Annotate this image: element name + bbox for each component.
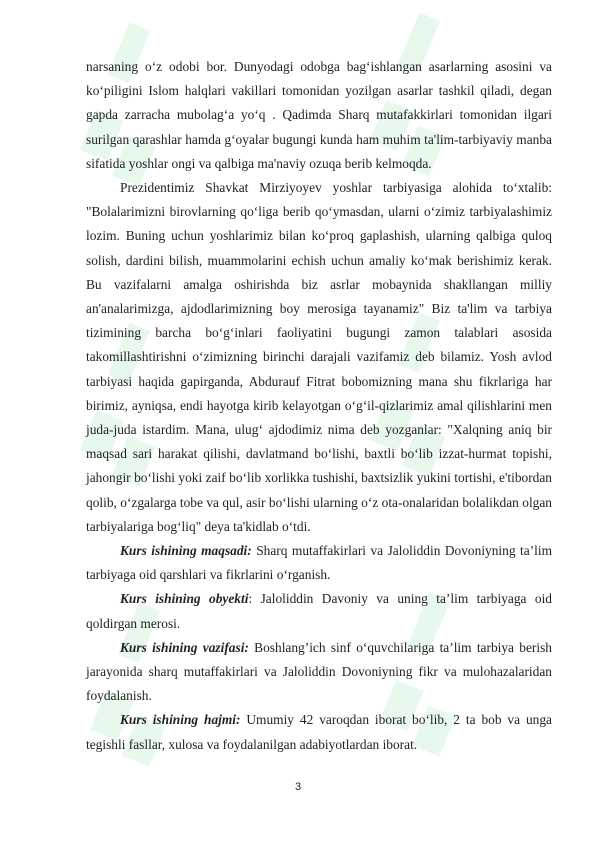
paragraph-course-volume — [86, 708, 552, 756]
document-body — [86, 55, 552, 757]
page-number: 3 — [294, 781, 302, 793]
paragraph-president-quote: Prezidentimiz Shavkat Mirziyoyev yoshlar tarbiyasiga alohida to‘xtalib: "Bolalarimizni birovlarning qo‘liga berib qo‘ymasdan, ularni o‘zimiz tarbiyalashimiz lozim. Buning uchun yoshlarimiz bilan ko‘proq gaplashish, ularning qalbiga quloq solish, dardini bilish, muammolarini echish uchun amaliy ko‘mak berishimiz kerak. Bu vazifalarni amalga oshirishda biz asrlar mobaynida shakllangan milliy an'analarimizga, ajdodlarimizning boy merosiga tayanamiz" Biz ta'lim va tarbiya tizimining barcha bo‘g‘inlari faoliyatini bugungi zamon talablari asosida takomillashtirishni o‘zimizning birinchi darajali vazifamiz deb bilamiz. Yosh avlod tarbiyasi haqida gapirganda, Abdurauf Fitrat bobomizning mana shu fikrlariga har birimiz, ayniqsa, endi hayotga kirib kelayotgan o‘g‘il-qizlarimiz amal qilishlarini men juda-juda istardim. Mana, ulug‘ ajdodimiz nima deb yozganlar: "Xalqning aniq bir maqsad sari harakat qilishi, davlatmand bo‘lishi, baxtli bo‘lib izzat-hurmat topishi, jahongir bo‘lishi yoki zaif bo‘lib xorlikka tushishi, baxtsizlik yukini tortishi, e'tibordan qolib, o‘zgalarga tobe va qul, asir bo‘lishi ularning o‘z ota-onalaridan bolalikdan olgan tarbiyalariga bog‘liq" deya ta'kidlab o‘tdi. — [86, 180, 552, 534]
course-goal-text: Sharq mutaffakirlari va Jaloliddin Dovoniyning ta’lim tarbiyaga oid qarshlari va fikrlarini o‘rganish. — [86, 543, 552, 583]
course-tasks-text: Boshlang’ich sinf o‘quvchilariga ta’lim tarbiya berish jarayonida sharq mutaffakirlari va Jaloliddin Dovoniyning fikr va mulohazalaridan foydalanish. — [86, 639, 552, 704]
course-volume-label: Kurs ishining hajmi: — [120, 712, 241, 728]
paragraph-course-tasks — [86, 636, 552, 709]
course-volume-text: Umumiy 42 varoqdan iborat bo‘lib, 2 ta bob va unga tegishli fasllar, xulosa va foydalanilgan adabiyotlardan iborat. — [86, 712, 553, 752]
paragraph-intro: narsaning o‘z odobi bor. Dunyodagi odobga bag‘ishlangan asarlarning asosini va ko‘piligini Islom halqlari vakillari tomonidan yozilgan asarlar tashkil qiladi, degan gapda zarracha mubolag‘a yo‘q . Qadimda Sharq mutafakkirlari tomonidan ilgari surilgan qarashlar hamda g‘oyalar bugungi kunda ham muhim ta'lim-tarbiyaviy manba sifatida yoshlar ongi va qalbiga ma'naviy ozuqa berib kelmoqda. — [86, 59, 552, 171]
course-object-text: : Jaloliddin Davoniy va uning ta’lim tarbiyaga oid qoldirgan merosi. — [86, 591, 552, 631]
paragraph-course-object — [86, 587, 552, 635]
course-object-label: Kurs ishining obyekti — [120, 591, 249, 607]
course-tasks-label: Kurs ishining vazifasi: — [120, 639, 249, 655]
course-goal-label: Kurs ishining maqsadi: — [120, 543, 252, 559]
paragraph-course-goal — [86, 539, 552, 587]
